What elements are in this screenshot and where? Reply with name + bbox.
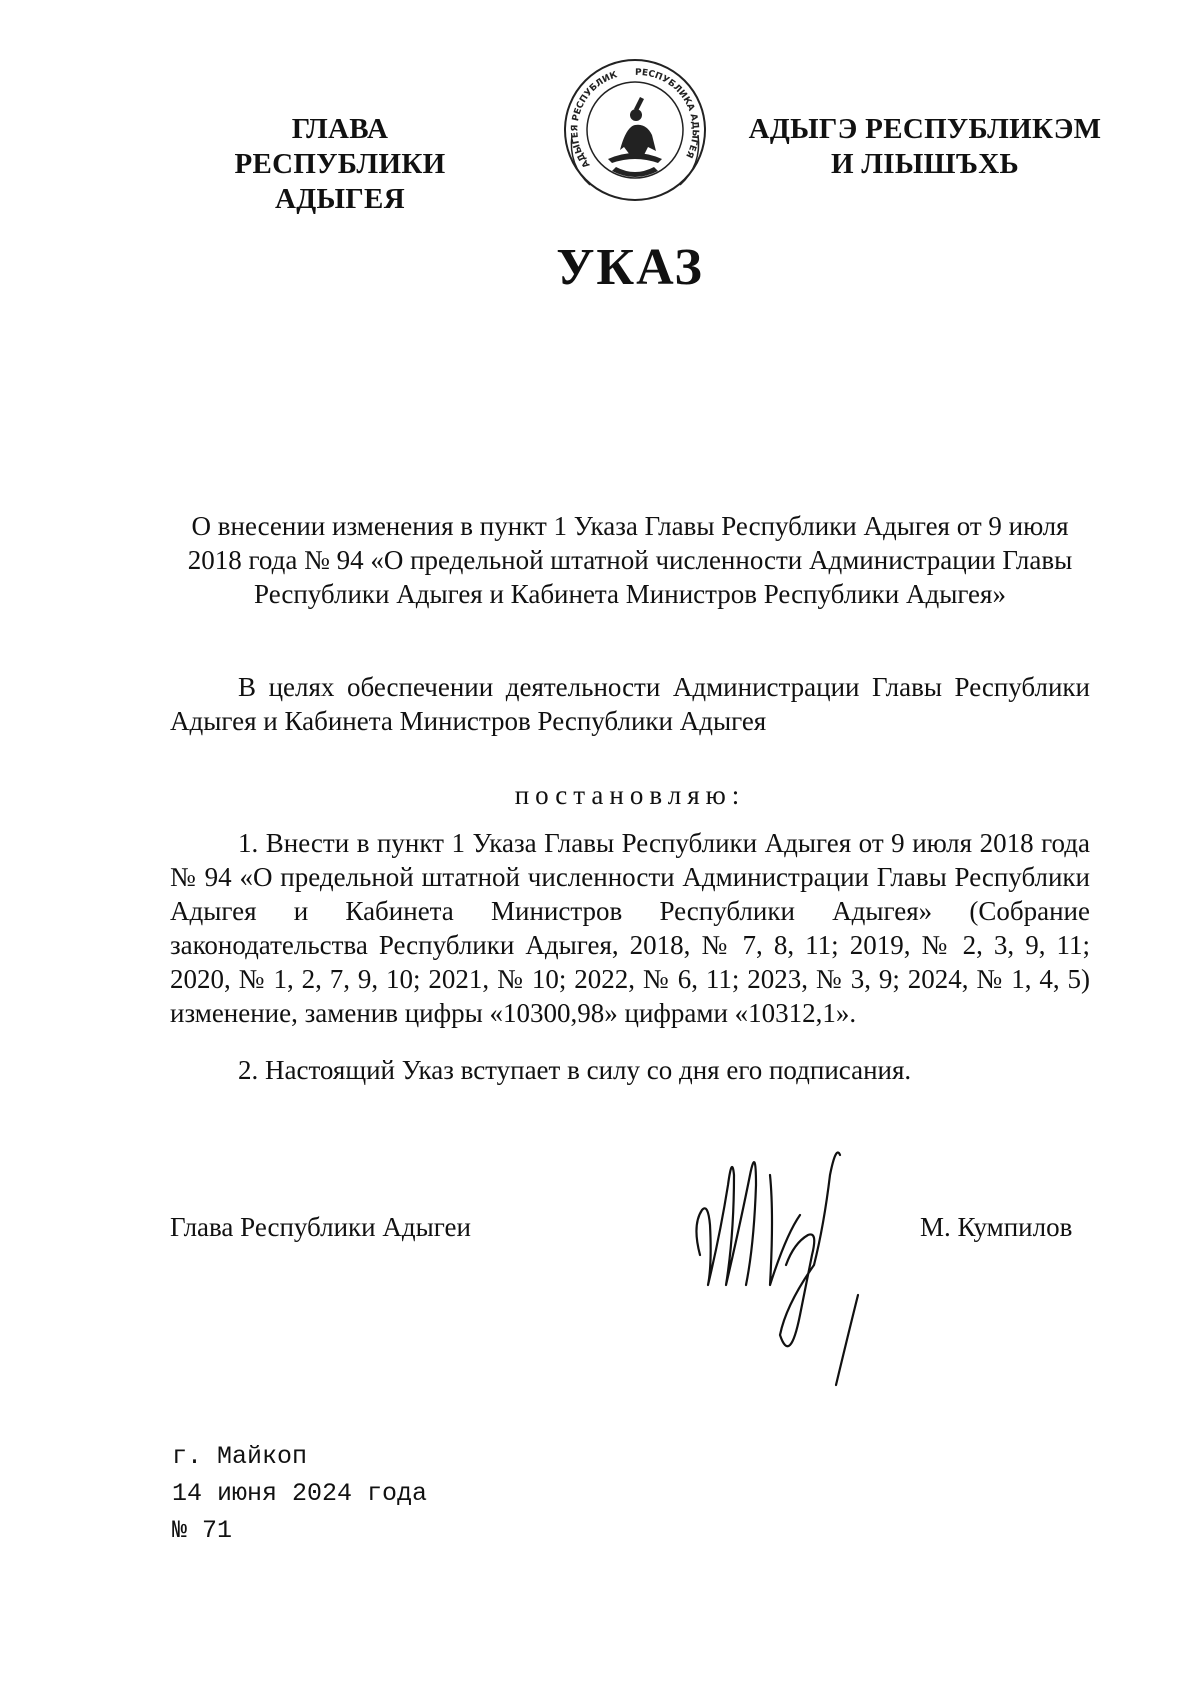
signatory-name: М. Кумпилов <box>920 1212 1073 1242</box>
decree-item-2: 2. Настоящий Указ вступает в силу со дня его подписания. <box>238 1055 912 1085</box>
issuer-line-1-adyghe: АДЫГЭ РЕСПУБЛИКЭМ <box>748 113 1102 145</box>
subject-line-1: О внесении изменения в пункт 1 Указа Главы Республики Адыгея от 9 июля <box>191 511 1069 541</box>
document-subject <box>170 509 1090 611</box>
signatory-position: Глава Республики Адыгеи <box>170 1212 471 1242</box>
issuer-line-1: ГЛАВА <box>291 113 389 145</box>
issuer-line-2: РЕСПУБЛИКИ АДЫГЕЯ <box>234 148 446 215</box>
place-of-issue: г. Майкоп <box>172 1442 308 1471</box>
document-title: УКАЗ <box>556 239 704 296</box>
decree-number: № 71 <box>172 1516 233 1545</box>
issuer-line-2-adyghe: И ЛІЫШЪХЬ <box>830 148 1020 180</box>
issuer-header-adyghe <box>740 112 1110 182</box>
emblem-text-right: РЕСПУБЛИКА АДЫГЕЯ <box>634 67 700 160</box>
decree-item-1: 1. Внести в пункт 1 Указа Главы Республики Адыгея от 9 июля 2018 года № 94 «О предельной штатной численности Администрации Главы Республики Адыгея и Кабинета Министров Республики Адыгея» (Собрание законодательства Республики Адыгея, 2018, № 7, 8, 11; 2019, № 2, 3, 9, 11; 2020, № 1, 2, 7, 9, 10; 2021, № 10; 2022, № 6, 11; 2023, № 3, 9; 2024, № 1, 4, 5) изменение, заменив цифры «10300,98» цифрами «10312,1». <box>170 828 1090 1028</box>
issue-date: 14 июня 2024 года <box>172 1479 428 1508</box>
handwritten-signature-icon <box>690 1115 890 1405</box>
emblem-text-left: АДЫГЕЯ РЕСПУБЛИК <box>570 70 619 170</box>
subject-line-3: Республики Адыгея и Кабинета Министров Республики Адыгея» <box>254 579 1006 609</box>
subject-line-2: 2018 года № 94 «О предельной штатной численности Администрации Главы <box>187 545 1073 575</box>
issuer-header-russian <box>170 112 510 217</box>
preamble-paragraph: В целях обеспечении деятельности Администрации Главы Республики Адыгея и Кабинета Министров Республики Адыгея <box>170 672 1090 736</box>
republic-emblem-icon <box>560 55 710 205</box>
svg-text:АДЫГЕЯ РЕСПУБЛИК <box>570 70 619 169</box>
resolution-word: постановляю: <box>514 780 746 810</box>
